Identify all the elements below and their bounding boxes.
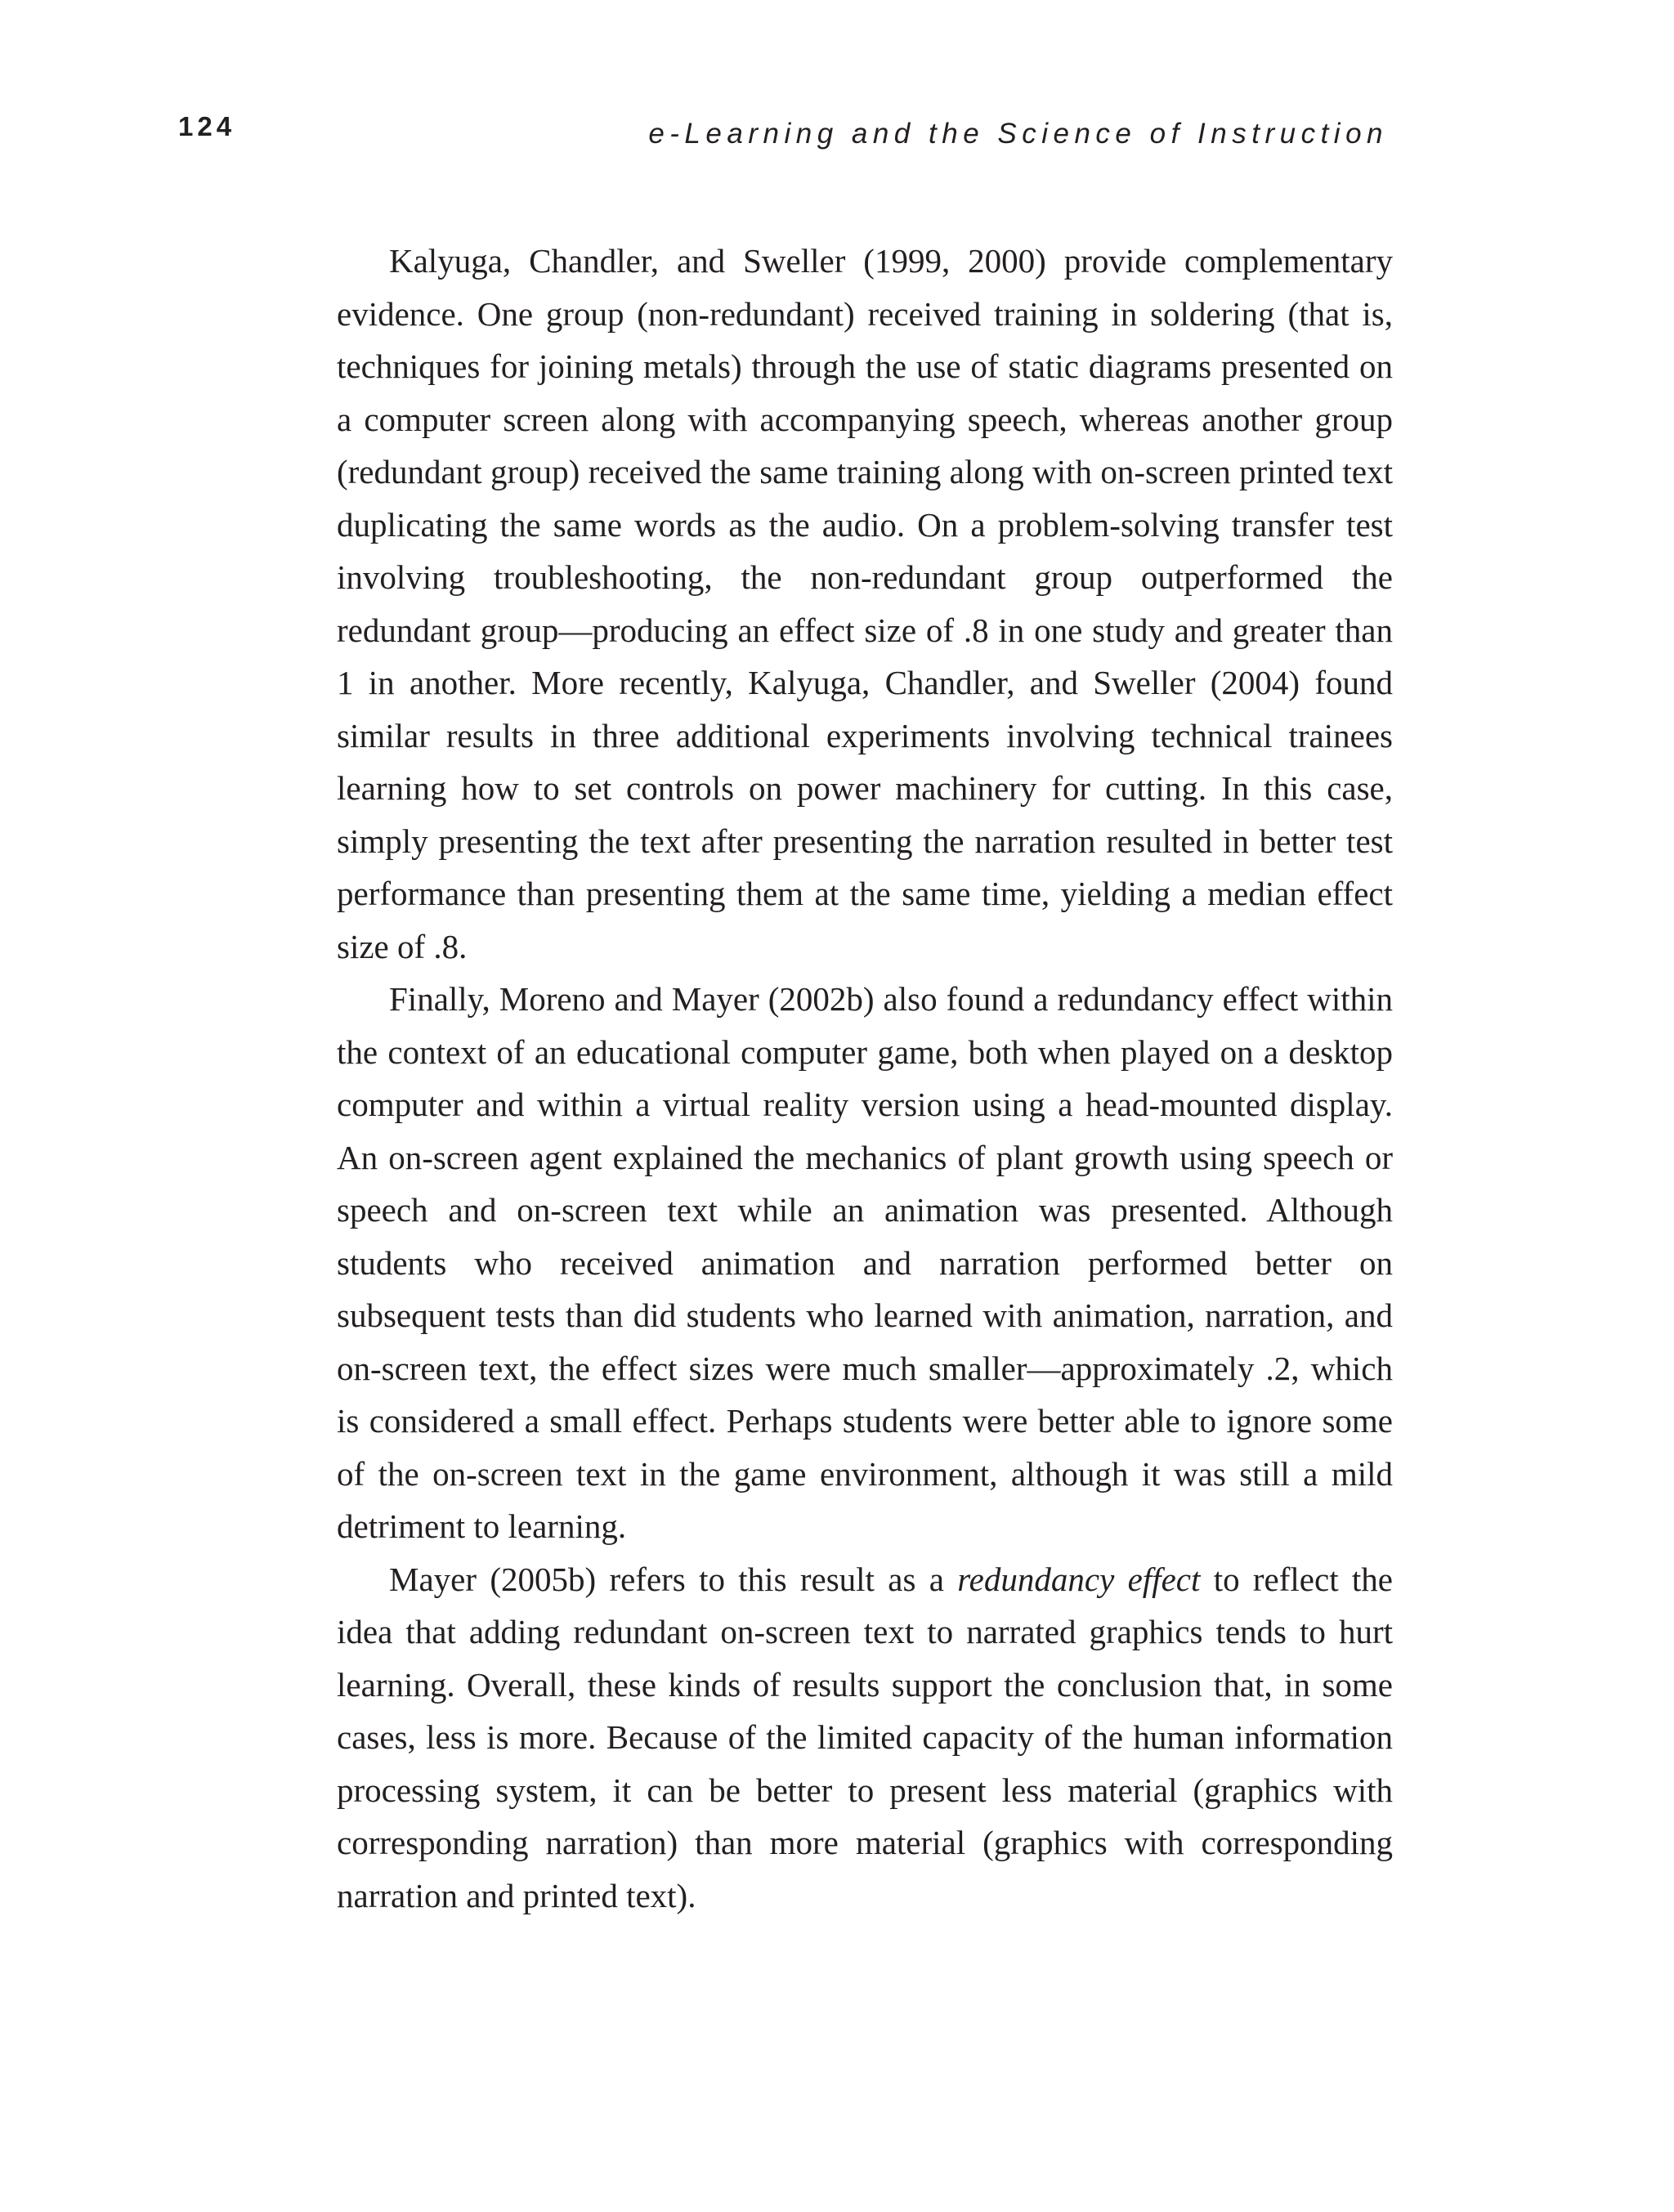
body-text xyxy=(337,235,1393,1922)
page-number: 124 xyxy=(178,111,236,141)
paragraph-1: Kalyuga, Chandler, and Sweller (1999, 2000) provide complementary evidence. One group (non-redundant) received training in soldering (that is, techniques for joining metals) through the use of static diagrams presented on a computer screen along with accompanying speech, whereas another group (redundant group) received the same training along with on-screen printed text duplicating the same words as the audio. On a problem-solving transfer test involving troubleshooting, the non-redundant group outperformed the redundant group—producing an effect size of .8 in one study and greater than 1 in another. More recently, Kalyuga, Chandler, and Sweller (2004) found similar results in three additional experiments involving technical trainees learning how to set controls on power machinery for cutting. In this case, simply presenting the text after presenting the narration resulted in better test performance than presenting them at the same time, yielding a median effect size of .8. xyxy=(337,242,1393,965)
paragraph-2: Finally, Moreno and Mayer (2002b) also found a redundancy effect within the context of an educational computer game, both when played on a desktop computer and within a virtual reality version using a head-mounted display. An on-screen agent explained the mechanics of plant growth using speech or speech and on-screen text while an animation was presented. Although students who received animation and narration performed better on subsequent tests than did students who learned with animation, narration, and on-screen text, the effect sizes were much smaller—approximately .2, which is considered a small effect. Perhaps students were better able to ignore some of the on-screen text in the game environment, although it was still a mild detriment to learning. xyxy=(337,980,1393,1545)
emphasized-term: redundancy effect xyxy=(957,1560,1201,1598)
running-head: e-Learning and the Science of Instruction xyxy=(648,118,1388,150)
paragraph-3 xyxy=(337,1553,1393,1923)
paragraph-3-lead: Mayer (2005b) refers to this result as a xyxy=(389,1560,958,1598)
paragraph-3-rest: to reflect the idea that adding redundant on-screen text to narrated graphics tends to hurt learning. Overall, these kinds of results support the conclusion that, in some cases, less is more. Because of the limited capacity of the human information processing system, it can be better to present less material (graphics with corresponding narration) than more material (graphics with corresponding narration and printed text). xyxy=(337,1560,1393,1914)
